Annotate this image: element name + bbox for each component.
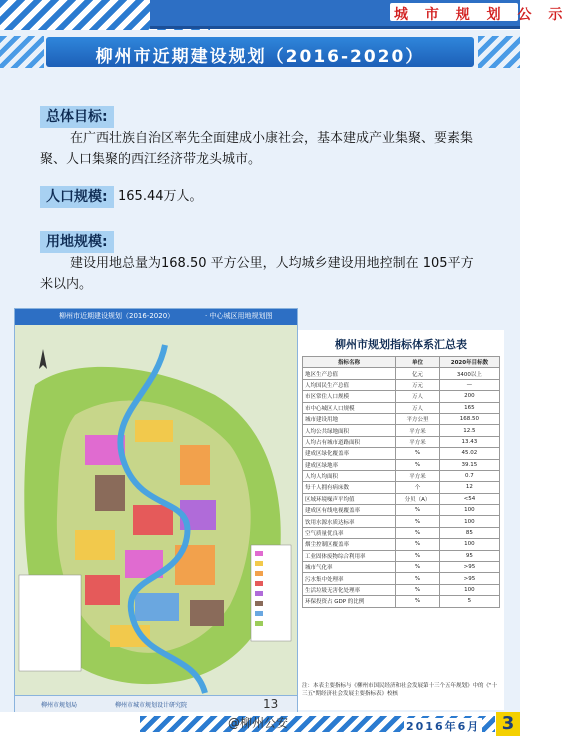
table-cell: 环保投资占 GDP 的比例: [303, 596, 396, 607]
banner-text: 城 市 规 划 公 示: [394, 7, 568, 23]
table-cell: 饮用水源水质达标率: [303, 516, 396, 527]
table-cell: 平方米: [396, 436, 440, 447]
table-cell: 平方米: [396, 470, 440, 481]
table-cell: 地区生产总值: [303, 368, 396, 379]
table-row: [303, 493, 500, 504]
table-cell: 平方米: [396, 425, 440, 436]
population-label: 人口规模:: [46, 189, 108, 205]
map-title: 柳州市近期建设规划（2016-2020）: [59, 312, 175, 320]
table-body: [303, 368, 500, 607]
table-cell: 污水集中处理率: [303, 573, 396, 584]
table-row: [303, 368, 500, 379]
stripe-decoration-left: [0, 36, 44, 68]
table-row: [303, 527, 500, 538]
population-value: 165.44万人。: [118, 189, 203, 204]
table-cell: 烟尘控制区覆盖率: [303, 539, 396, 550]
table-row: [303, 596, 500, 607]
page-number: 3: [496, 712, 520, 736]
table-cell: 95: [439, 550, 499, 561]
map-page-number: 13: [263, 697, 279, 711]
table-cell: 100: [439, 505, 499, 516]
table-cell: %: [396, 584, 440, 595]
table-row: [303, 470, 500, 481]
table-cell: %: [396, 562, 440, 573]
table-row: [303, 436, 500, 447]
table-cell: 0.7: [439, 470, 499, 481]
top-bar: [0, 0, 568, 30]
table-row: [303, 516, 500, 527]
table-cell: 人均人均面积: [303, 470, 396, 481]
table-cell: 万人: [396, 391, 440, 402]
table-cell: 39.15: [439, 459, 499, 470]
table-cell: <54: [439, 493, 499, 504]
title-bar: [46, 37, 474, 67]
table-cell: 人均公共绿地面积: [303, 425, 396, 436]
table-row: [303, 539, 500, 550]
table-cell: %: [396, 527, 440, 538]
table-row: [303, 562, 500, 573]
table-header-cell: 2020年目标数: [439, 357, 499, 368]
table-row: [303, 379, 500, 390]
footer-date: 2016年6月: [406, 720, 481, 733]
table-cell: 生活垃圾无害化处理率: [303, 584, 396, 595]
table-cell: 分贝（A）: [396, 493, 440, 504]
table-row: [303, 459, 500, 470]
table-row: [303, 413, 500, 424]
map-image: [15, 325, 297, 695]
table-title: 柳州市规划指标体系汇总表: [335, 338, 467, 351]
table-row: [303, 505, 500, 516]
table-cell: 工业固体废物综合利用率: [303, 550, 396, 561]
table-cell: 亿元: [396, 368, 440, 379]
table-cell: 市中心城区人口规模: [303, 402, 396, 413]
table-cell: 13.43: [439, 436, 499, 447]
table-cell: 165: [439, 402, 499, 413]
land-text: 建设用地总量为168.50 平方公里，人均城乡建设用地控制在 105平方米以内。: [40, 256, 474, 292]
table-cell: >95: [439, 562, 499, 573]
stripe-decoration-right: [478, 36, 520, 68]
table-cell: 平方公里: [396, 413, 440, 424]
table-cell: 空气质量优良率: [303, 527, 396, 538]
goal-text: 在广西壮族自治区率先全面建成小康社会，基本建成产业集聚、要素集聚、人口集聚的西江经济带龙头城市。: [40, 131, 474, 167]
map-footer-left: 柳州市规划局: [41, 702, 78, 709]
table-cell: 人均占有城市道路面积: [303, 436, 396, 447]
table-cell: >95: [439, 573, 499, 584]
index-table-panel: [298, 330, 504, 710]
table-header-row: [303, 357, 500, 368]
map-header: [15, 309, 297, 325]
table-cell: 建成区有线电视覆盖率: [303, 505, 396, 516]
table-cell: 100: [439, 539, 499, 550]
table-cell: %: [396, 539, 440, 550]
page-title: 柳州市近期建设规划（2016-2020）: [95, 47, 425, 67]
table-cell: %: [396, 459, 440, 470]
table-cell: %: [396, 550, 440, 561]
table-cell: 万人: [396, 402, 440, 413]
table-row: [303, 425, 500, 436]
table-cell: 12: [439, 482, 499, 493]
table-cell: 市区常住人口规模: [303, 391, 396, 402]
table-cell: 建成区绿化覆盖率: [303, 448, 396, 459]
table-cell: 万元: [396, 379, 440, 390]
table-cell: 区域环境噪声平均值: [303, 493, 396, 504]
table-row: [303, 550, 500, 561]
table-cell: %: [396, 448, 440, 459]
table-cell: 12.5: [439, 425, 499, 436]
land-use-map: [14, 308, 298, 712]
table-row: [303, 391, 500, 402]
table-row: [303, 402, 500, 413]
map-subtitle: · 中心城区用地规划图: [205, 312, 273, 320]
table-cell: %: [396, 596, 440, 607]
land-heading: 用地规模:: [40, 231, 114, 253]
watermark: @柳州公安: [228, 716, 289, 730]
table-cell: 城市气化率: [303, 562, 396, 573]
table-cell: 45.02: [439, 448, 499, 459]
table-note: 注：本表主要指标与《柳州市国民经济和社会发展第十三个五年规划》中的《"十三五"期经济社会发展主要指标表》校核: [302, 683, 498, 697]
map-footer: [15, 695, 297, 712]
goal-heading: 总体目标:: [40, 106, 114, 128]
table-cell: %: [396, 516, 440, 527]
table-cell: 建成区绿地率: [303, 459, 396, 470]
table-cell: 100: [439, 584, 499, 595]
table-cell: —: [439, 379, 499, 390]
table-row: [303, 448, 500, 459]
table-cell: 100: [439, 516, 499, 527]
map-footer-right: 柳州市城市规划设计研究院: [115, 702, 188, 709]
table-cell: %: [396, 505, 440, 516]
table-cell: 200: [439, 391, 499, 402]
table-row: [303, 482, 500, 493]
table-cell: 每千人拥有病床数: [303, 482, 396, 493]
table-row: [303, 573, 500, 584]
index-table: [302, 356, 500, 608]
table-cell: 168.50: [439, 413, 499, 424]
banner: [150, 0, 568, 29]
table-cell: 3400以上: [439, 368, 499, 379]
table-cell: 个: [396, 482, 440, 493]
table-cell: 85: [439, 527, 499, 538]
table-cell: %: [396, 573, 440, 584]
table-header-cell: 单位: [396, 357, 440, 368]
table-cell: 城市建设用地: [303, 413, 396, 424]
table-row: [303, 584, 500, 595]
table-cell: 5: [439, 596, 499, 607]
table-cell: 人均国民生产总值: [303, 379, 396, 390]
population-heading: [40, 186, 114, 208]
table-header-cell: 指标名称: [303, 357, 396, 368]
